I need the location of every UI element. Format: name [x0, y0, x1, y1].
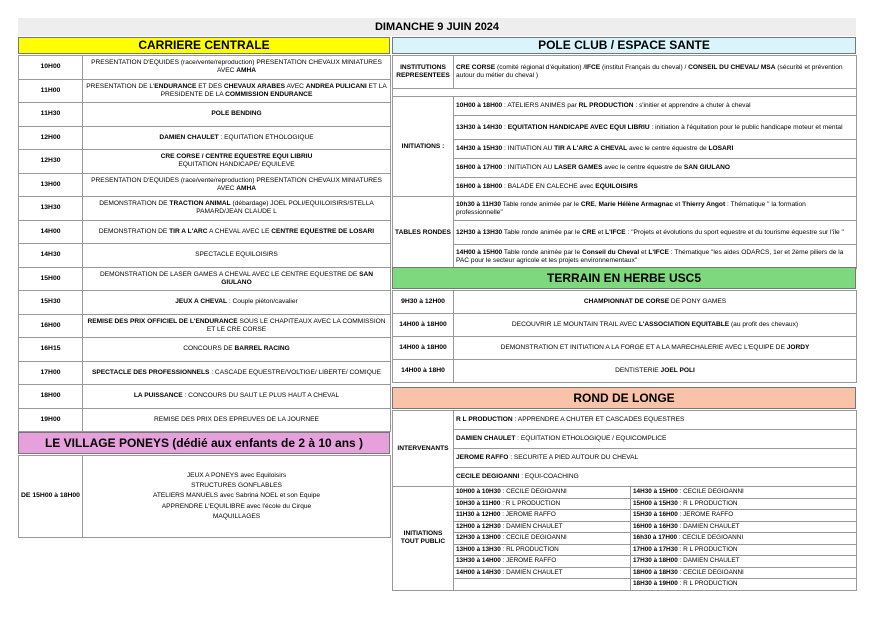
- list-item: [393, 116, 857, 140]
- terrain-header: TERRAIN EN HERBE USC5: [392, 267, 856, 289]
- activity-cell: CONCOURS DE BARREL RACING: [83, 338, 391, 362]
- carriere-table: [18, 55, 391, 432]
- time-cell: 11H00: [19, 79, 83, 103]
- activity-cell: REMISE DES PRIX DES EPREUVES DE LA JOURNEE: [83, 408, 391, 432]
- slot-left: 14H00 à 14H30 : DAMIEN CHAULET: [454, 567, 631, 579]
- activity-cell: SPECTACLE EQUILOISIRS: [83, 244, 391, 268]
- activity-cell: DECOUVRIR LE MOUNTAIN TRAIL AVEC L'ASSOCIATION EQUITABLE (au profit des chevaux): [454, 314, 857, 337]
- time-cell: 14H00 à 18H00: [393, 337, 454, 360]
- village-table: [18, 455, 391, 538]
- activity-cell: REMISE DES PRIX OFFICIEL DE L'ENDURANCE SOUS LE CHAPITEAUX AVEC LA COMMISSION ET LE CRE CORSE: [83, 314, 391, 338]
- village-time: DE 15H00 à 18H00: [19, 456, 83, 538]
- time-cell: 13H00: [19, 173, 83, 197]
- tables-label: TABLES RONDES: [393, 197, 454, 269]
- institutions-label: INSTITUTIONS REPRESENTEES: [393, 56, 454, 89]
- pole-header: POLE CLUB / ESPACE SANTE: [392, 37, 856, 54]
- initiation-cell: 14H30 à 15H30 : INITIATION AU TIR A L'ARC A CHEVAL avec le centre équestre de LOSARI: [454, 140, 857, 159]
- initiations-label: INITIATIONS :: [393, 97, 454, 197]
- table-row: [393, 314, 857, 337]
- activity-cell: DEMONSTRATION DE LASER GAMES A CHEVAL AVEC LE CENTRE EQUESTRE DE SAN GIULANO: [83, 267, 391, 291]
- table-row: [393, 521, 857, 533]
- time-cell: 14H00 à 18H00: [393, 314, 454, 337]
- table-row: [19, 314, 391, 338]
- table-row: [19, 338, 391, 362]
- table-row: [19, 408, 391, 432]
- time-cell: 19H00: [19, 408, 83, 432]
- slot-left: 12H30 à 13H00 : CECILE DEGIOANNI: [454, 533, 631, 545]
- time-cell: 16H15: [19, 338, 83, 362]
- activity-cell: SPECTACLE DES PROFESSIONNELS : CASCADE EQUESTRE/VOLTIGE/ LIBERTE/ COMIQUE: [83, 361, 391, 385]
- intervenant-cell: R L PRODUCTION : APPRENDRE A CHUTER ET CASCADES EQUESTRES: [454, 411, 857, 430]
- activity-cell: CRE CORSE / CENTRE EQUESTRE EQUI LIBRIU EQUITATION HANDICAPE/ EQUILEVE: [83, 150, 391, 174]
- slot-right: 15H00 à 15H30 : R L PRODUCTION: [631, 498, 857, 510]
- activity-cell: DEMONSTRATION ET INITIATION A LA FORGE ET A LA MARECHALERIE AVEC L'EQUIPE DE JORDY: [454, 337, 857, 360]
- table-row: [393, 544, 857, 556]
- table-row: [393, 510, 857, 522]
- table-row: [19, 361, 391, 385]
- table-row: [393, 360, 857, 383]
- carriere-header: CARRIERE CENTRALE: [18, 37, 390, 54]
- table-row: [393, 533, 857, 545]
- table-row: [19, 150, 391, 174]
- table-ronde-cell: 12H30 à 13H30 Table ronde animée par le CRE et L'IFCE : "Projets et évolutions du sport equestre et du tourisme équestre sur l'île ": [454, 221, 857, 245]
- table-row: [19, 103, 391, 127]
- activity-cell: DEMONSTRATION DE TIR A L'ARC A CHEVAL AVEC LE CENTRE EQUESTRE DE LOSARI: [83, 220, 391, 244]
- slot-right: 18H30 à 19H00 : R L PRODUCTION: [631, 579, 857, 591]
- slot-left: 13H30 à 14H00 : JEROME RAFFO: [454, 556, 631, 568]
- list-item: [393, 159, 857, 178]
- list-item: [393, 245, 857, 269]
- activity-cell: LA PUISSANCE : CONCOURS DU SAUT LE PLUS HAUT A CHEVAL: [83, 385, 391, 409]
- time-cell: 11H30: [19, 103, 83, 127]
- table-row: [19, 197, 391, 221]
- time-cell: 9H30 à 12H00: [393, 291, 454, 314]
- initiation-cell: 16H00 à 17H00 : INITIATION AU LASER GAMES avec le centre équestre de SAN GIULANO: [454, 159, 857, 178]
- intervenant-cell: DAMIEN CHAULET : EQUITATION ETHOLOGIQUE / EQUICOMPLICE: [454, 430, 857, 449]
- slot-right: 16h30 à 17H00 : CECILE DEGIOANNI: [631, 533, 857, 545]
- list-item: [393, 468, 857, 487]
- table-row: [19, 291, 391, 315]
- time-cell: 10H00: [19, 56, 83, 80]
- slot-right: 16H00 à 16H30 : DAMIEN CHAULET: [631, 521, 857, 533]
- initiation-cell: 10H00 à 18H00 : ATELIERS ANIMES par RL PRODUCTION : s'initier et apprendre a chuter à cheval: [454, 97, 857, 116]
- list-item: [393, 97, 857, 116]
- pole-table: [392, 55, 857, 269]
- activity-cell: DENTISTERIE JOEL POLI: [454, 360, 857, 383]
- time-cell: 14H00: [19, 220, 83, 244]
- slot-left: [454, 579, 631, 591]
- activity-cell: DEMONSTRATION DE TRACTION ANIMAL (débardage) JOEL POLI/EQUILOISIRS/STELLA PAMARD/JEAN CLAUDE L: [83, 197, 391, 221]
- slot-left: 12H00 à 12H30 : DAMIEN CHAULET: [454, 521, 631, 533]
- activity-cell: CHAMPIONNAT DE CORSE DE PONY GAMES: [454, 291, 857, 314]
- list-item: [393, 140, 857, 159]
- list-item: [393, 197, 857, 221]
- table-row: [393, 556, 857, 568]
- slot-right: 18H00 à 18H30 : CECILE DEGIOANNI: [631, 567, 857, 579]
- initiation-cell: 16H00 à 18H00 : BALADE EN CALECHE avec EQUILOISIRS: [454, 178, 857, 197]
- time-cell: 14H00 à 18H0: [393, 360, 454, 383]
- table-ronde-cell: 14H00 à 15H00 Table ronde animée par le Conseil du Cheval et L'IFCE : Thématique "les aides ODARCS, 1er et 2ème piliers de la PAC pour le secteur agricole et les projets environnementaux": [454, 245, 857, 269]
- initiation-cell: 13H30 à 14H30 : EQUITATION HANDICAPE AVEC EQUI LIBRIU : initiation à l'équitation pour le public handicape moteur et mental: [454, 116, 857, 140]
- list-item: [393, 178, 857, 197]
- initiations-tout-public-label: INITIATIONS TOUT PUBLIC: [393, 487, 454, 591]
- table-row: [19, 267, 391, 291]
- village-header: LE VILLAGE PONEYS (dédié aux enfants de 2 à 10 ans ): [18, 432, 390, 454]
- village-items: JEUX A PONEYS avec Equiloisirs STRUCTURES GONFLABLES ATELIERS MANUELS avec Sabrina NOEL et son Equipe APPRENDRE L'EQUILIBRE avec l'école du Cirque MAQUILLAGES: [83, 456, 391, 538]
- slot-right: 14H30 à 15H00 : CECILE DEGIOANNI: [631, 487, 857, 499]
- table-row: [19, 126, 391, 150]
- time-cell: 14H30: [19, 244, 83, 268]
- intervenants-label: INTERVENANTS: [393, 411, 454, 487]
- table-row: [393, 567, 857, 579]
- time-cell: 16H00: [19, 314, 83, 338]
- institutions-text: CRE CORSE (comité régional d'équitation) /IFCE (institut Français du cheval) / CONSEIL DU CHEVAL/ MSA (sécurité et prévention autour du métier du cheval ): [454, 56, 857, 89]
- table-row: [19, 56, 391, 80]
- activity-cell: PRESENTATION D'EQUIDES (race/vente/reproduction) PRESENTATION CHEVAUX MINIATURES AVEC AMHA: [83, 56, 391, 80]
- table-row: [393, 487, 857, 499]
- table-row: [393, 579, 857, 591]
- intervenant-cell: CECILE DEGIOANNI : EQUI-COACHING: [454, 468, 857, 487]
- activity-cell: PRESENTATION DE L'ENDURANCE ET DES CHEVAUX ARABES AVEC ANDREA PULICANI ET LA PRESIDENTE DE LA COMMISSION ENDURANCE: [83, 79, 391, 103]
- rond-table: [392, 410, 857, 591]
- table-row: [19, 220, 391, 244]
- slot-left: 13H00 à 13H30 : RL PRODUCTION: [454, 544, 631, 556]
- table-row: [393, 337, 857, 360]
- slot-left: 11H30 à 12H00 : JEROME RAFFO: [454, 510, 631, 522]
- table-ronde-cell: 10h30 à 11H30 Table ronde animée par le CRE, Marie Hélène Armagnac et Thierry Angot : Thématique " la formation professionnelle": [454, 197, 857, 221]
- list-item: [393, 221, 857, 245]
- page-title: DIMANCHE 9 JUIN 2024: [18, 18, 856, 36]
- list-item: [393, 411, 857, 430]
- terrain-table: [392, 290, 857, 383]
- time-cell: 18H00: [19, 385, 83, 409]
- table-row: [393, 291, 857, 314]
- slot-right: 17H00 à 17H30 : R L PRODUCTION: [631, 544, 857, 556]
- time-cell: 12H00: [19, 126, 83, 150]
- table-row: [393, 498, 857, 510]
- list-item: [393, 430, 857, 449]
- table-row: [19, 385, 391, 409]
- activity-cell: JEUX A CHEVAL : Couple piéton/cavalier: [83, 291, 391, 315]
- slot-left: 10H30 à 11H00 : R L PRODUCTION: [454, 498, 631, 510]
- table-row: [19, 79, 391, 103]
- activity-cell: DAMIEN CHAULET : EQUITATION ETHOLOGIQUE: [83, 126, 391, 150]
- table-row: [19, 244, 391, 268]
- activity-cell: POLE BENDING: [83, 103, 391, 127]
- slot-right: 17H30 à 18H00 : DAMIEN CHAULET: [631, 556, 857, 568]
- activity-cell: PRESENTATION D'EQUIDES (race/vente/reproduction) PRESENTATION CHEVAUX MINIATURES AVEC AMHA: [83, 173, 391, 197]
- rond-header: ROND DE LONGE: [392, 387, 856, 409]
- table-row: [19, 173, 391, 197]
- intervenant-cell: JEROME RAFFO : SECURITE A PIED AUTOUR DU CHEVAL: [454, 449, 857, 468]
- time-cell: 12H30: [19, 150, 83, 174]
- time-cell: 13H30: [19, 197, 83, 221]
- list-item: [393, 449, 857, 468]
- slot-left: 10H00 à 10H30 : CECILE DEGIOANNI: [454, 487, 631, 499]
- time-cell: 15H30: [19, 291, 83, 315]
- time-cell: 15H00: [19, 267, 83, 291]
- slot-right: 15H30 à 16H00 : JEROME RAFFO: [631, 510, 857, 522]
- time-cell: 17H00: [19, 361, 83, 385]
